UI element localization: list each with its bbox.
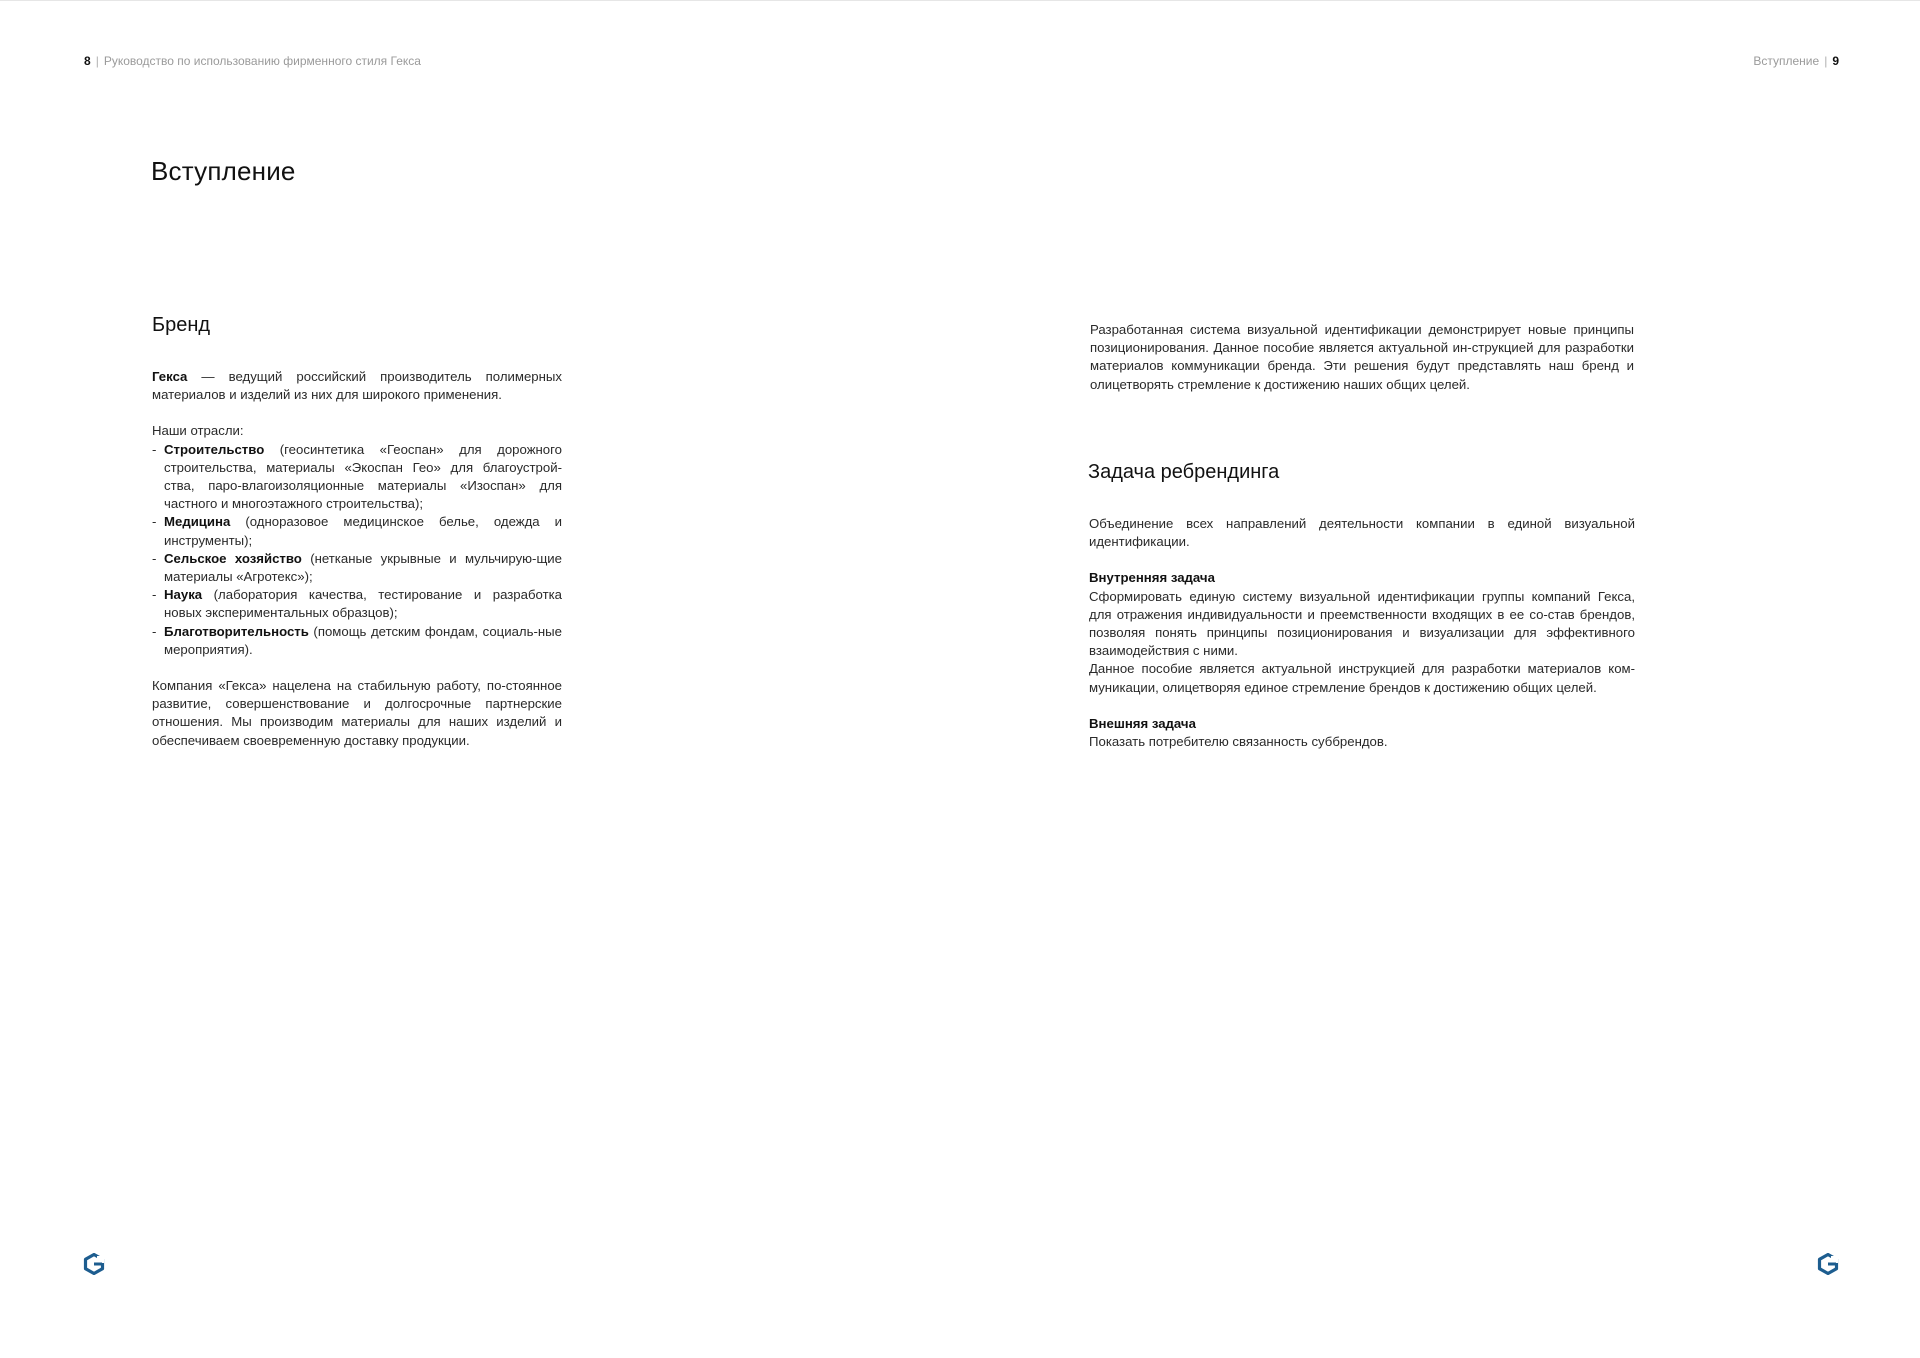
- header-right: [1753, 54, 1839, 68]
- industry-desc: (одноразовое медицинское белье, одежда и инструменты);: [164, 514, 562, 548]
- industry-name: Благотворительность: [164, 623, 309, 639]
- industry-desc: (лаборатория качества, тестирование и разработка новых экспериментальных образцов);: [164, 587, 562, 621]
- internal-task-label-text: Внутренняя задача: [1089, 570, 1215, 586]
- list-item: [152, 441, 562, 514]
- brand-intro-rest: — ведущий российский производитель полимерных материалов и изделий из них для широкого применения.: [152, 369, 562, 403]
- industry-name: Строительство: [164, 441, 265, 457]
- section-name: Вступление: [1753, 54, 1820, 68]
- external-task-label: [1089, 715, 1635, 733]
- top-divider: [0, 0, 1920, 1]
- industry-name: Сельское хозяйство: [164, 550, 302, 566]
- rebranding-heading: Задача ребрендинга: [1088, 461, 1280, 483]
- header-separator: |: [95, 54, 99, 68]
- external-task-label-text: Внешняя задача: [1089, 715, 1196, 731]
- system-text: Разработанная система визуальной идентификации демонстрирует новые принципы позиционирования. Данное пособие является актуальной ин-струкцией для разработки материалов коммуникации бренда. Эти решения будут представлять наш бренд и олицетворять стремление к достижению наших общих целей.: [1090, 322, 1634, 392]
- list-item: [152, 513, 562, 549]
- brand-heading: Бренд: [152, 314, 211, 336]
- industries-label: Наши отрасли:: [152, 423, 244, 439]
- list-dash: -: [152, 441, 157, 457]
- internal-task-text-2: Данное пособие является актуальной инструкцией для разработки материалов ком-муникации, олицетворяя единое стремление брендов к достижению общих целей.: [1089, 661, 1635, 695]
- list-item: [152, 586, 562, 622]
- list-item: [152, 623, 562, 659]
- internal-task-text-1: Сформировать единую систему визуальной идентификации группы компаний Гекса, для отражения индивидуальности и преемственности входящих в ее со-став брендов, позволяя понять принципы позиционирования и визуализации для эффективного взаимодействия с ними.: [1089, 588, 1635, 659]
- gexa-logo-icon: [83, 1253, 105, 1275]
- external-task-text: Показать потребителю связанность суббрендов.: [1089, 734, 1388, 750]
- list-dash: -: [152, 550, 157, 566]
- list-dash: -: [152, 514, 157, 530]
- system-text-block: [1090, 321, 1634, 394]
- industry-name: Наука: [164, 587, 203, 603]
- list-dash: -: [152, 623, 157, 639]
- rebranding-text-column: [1089, 515, 1635, 751]
- gexa-logo-icon: [1817, 1253, 1839, 1275]
- header-left: [84, 54, 421, 68]
- document-title: Руководство по использованию фирменного стиля Гекса: [103, 54, 421, 68]
- brand-text-column: [152, 368, 562, 750]
- industry-name: Медицина: [164, 514, 231, 530]
- list-item: [152, 550, 562, 586]
- internal-task-label: [1089, 569, 1635, 587]
- page-title: Вступление: [151, 156, 296, 186]
- brand-intro: [152, 368, 562, 404]
- brand-closing: Компания «Гекса» нацелена на стабильную работу, по-стоянное развитие, совершенствование и долгосрочные партнерские отношения. Мы производим материалы для наших изделий и обеспечиваем своевременную доставку продукции.: [152, 678, 562, 748]
- industry-desc: (помощь детским фондам, социаль-ные мероприятия).: [164, 623, 562, 657]
- left-page-number: 8: [84, 54, 91, 68]
- industry-desc: (геосинтетика «Геоспан» для дорожного строительства, материалы «Экоспан Гео» для благоустрой-ства, паро-влагоизоляционные материалы «Изоспан» для частного и многоэтажного строительства);: [164, 441, 562, 512]
- brand-intro-bold: Гекса: [152, 369, 188, 384]
- rebranding-intro: Объединение всех направлений деятельности компании в единой визуальной идентификации.: [1089, 516, 1635, 550]
- right-page-number: 9: [1832, 54, 1839, 68]
- industry-desc: (нетканые укрывные и мульчирую-щие материалы «Агротекс»);: [164, 550, 562, 585]
- list-dash: -: [152, 587, 157, 603]
- header-separator: |: [1824, 54, 1828, 68]
